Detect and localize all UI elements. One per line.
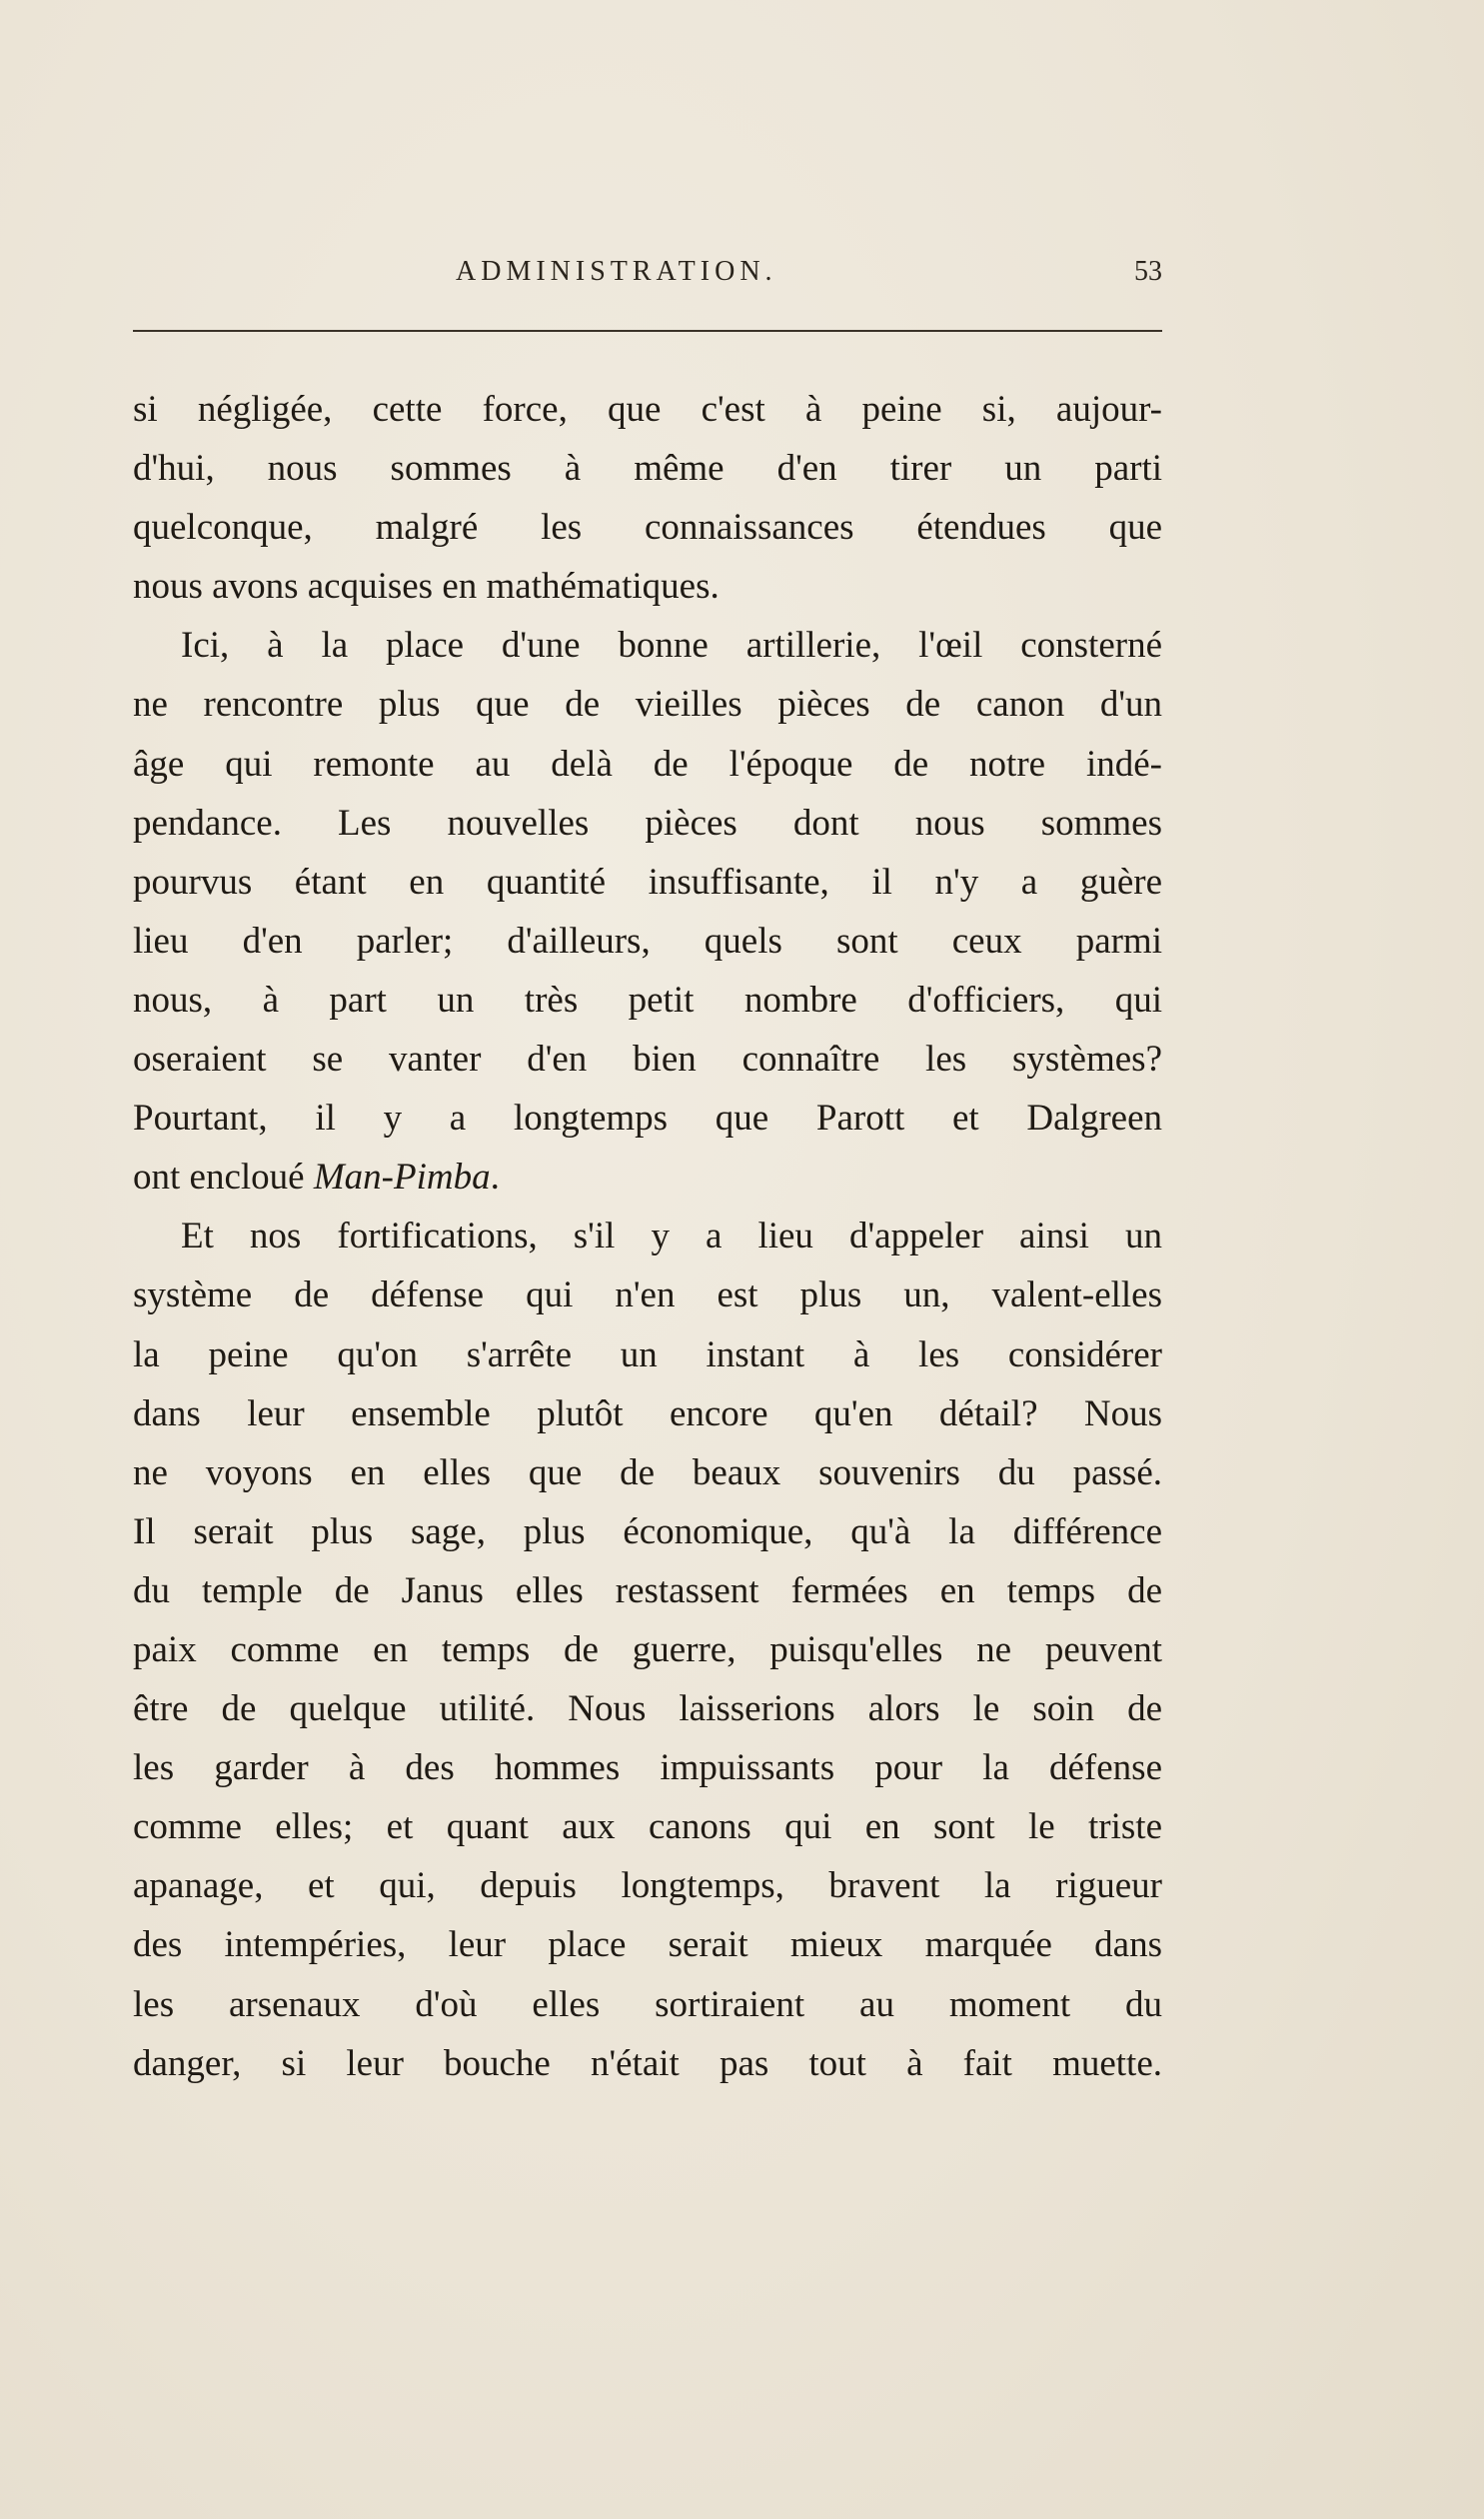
paragraph-first-line: Et nos fortifications, s'il y a lieu d'appeler ainsi un — [181, 1216, 1162, 1258]
body-text — [133, 380, 1162, 2093]
text-fragment: ont encloué — [133, 1157, 314, 1199]
text-line: âge qui remonte au delà de l'époque de notre indé- — [133, 743, 1162, 785]
text-line: Pourtant, il y a longtemps que Parott et Dalgreen — [133, 1098, 1162, 1140]
text-line: être de quelque utilité. Nous laisserions alors le soin de — [133, 1688, 1162, 1730]
text-line: ne rencontre plus que de vieilles pièces de canon d'un — [133, 684, 1162, 726]
running-title: ADMINISTRATION. — [456, 256, 777, 287]
text-line: des intempéries, leur place serait mieux marquée dans — [133, 1924, 1162, 1966]
text-line: d'hui, nous sommes à même d'en tirer un parti — [133, 448, 1162, 490]
text-line: dans leur ensemble plutôt encore qu'en détail? Nous — [133, 1392, 1162, 1434]
text-line: système de défense qui n'en est plus un, valent-elles — [133, 1274, 1162, 1316]
text-fragment: . — [490, 1157, 500, 1199]
page-header — [133, 256, 1162, 306]
text-line: paix comme en temps de guerre, puisqu'elles ne peuvent — [133, 1628, 1162, 1670]
text-line — [133, 1148, 1162, 1207]
text-line: pourvus étant en quantité insuffisante, il n'y a guère — [133, 861, 1162, 903]
text-line: si négligée, cette force, que c'est à peine si, aujour- — [133, 389, 1162, 430]
text-line: lieu d'en parler; d'ailleurs, quels sont ceux parmi — [133, 920, 1162, 962]
italic-title: Man-Pimba — [313, 1157, 491, 1199]
text-line: du temple de Janus elles restassent fermées en temps de — [133, 1569, 1162, 1611]
text-line: danger, si leur bouche n'était pas tout à fait muette. — [133, 2042, 1162, 2084]
text-line: les garder à des hommes impuissants pour la défense — [133, 1747, 1162, 1789]
text-line: comme elles; et quant aux canons qui en sont le triste — [133, 1806, 1162, 1848]
text-line: quelconque, malgré les connaissances étendues que — [133, 507, 1162, 549]
text-line: la peine qu'on s'arrête un instant à les considérer — [133, 1333, 1162, 1375]
text-line: ne voyons en elles que de beaux souvenirs du passé. — [133, 1451, 1162, 1493]
text-line: pendance. Les nouvelles pièces dont nous sommes — [133, 802, 1162, 844]
text-line: Il serait plus sage, plus économique, qu'à la différence — [133, 1510, 1162, 1552]
header-rule — [133, 330, 1162, 332]
paragraph-first-line: Ici, à la place d'une bonne artillerie, l'œil consterné — [181, 625, 1162, 667]
page-number: 53 — [1134, 256, 1162, 287]
text-line: nous avons acquises en mathématiques. — [133, 566, 720, 608]
text-line: apanage, et qui, depuis longtemps, bravent la rigueur — [133, 1865, 1162, 1907]
text-line: oseraient se vanter d'en bien connaître les systèmes? — [133, 1039, 1162, 1081]
text-line: les arsenaux d'où elles sortiraient au moment du — [133, 1983, 1162, 2025]
text-line: nous, à part un très petit nombre d'officiers, qui — [133, 979, 1162, 1021]
